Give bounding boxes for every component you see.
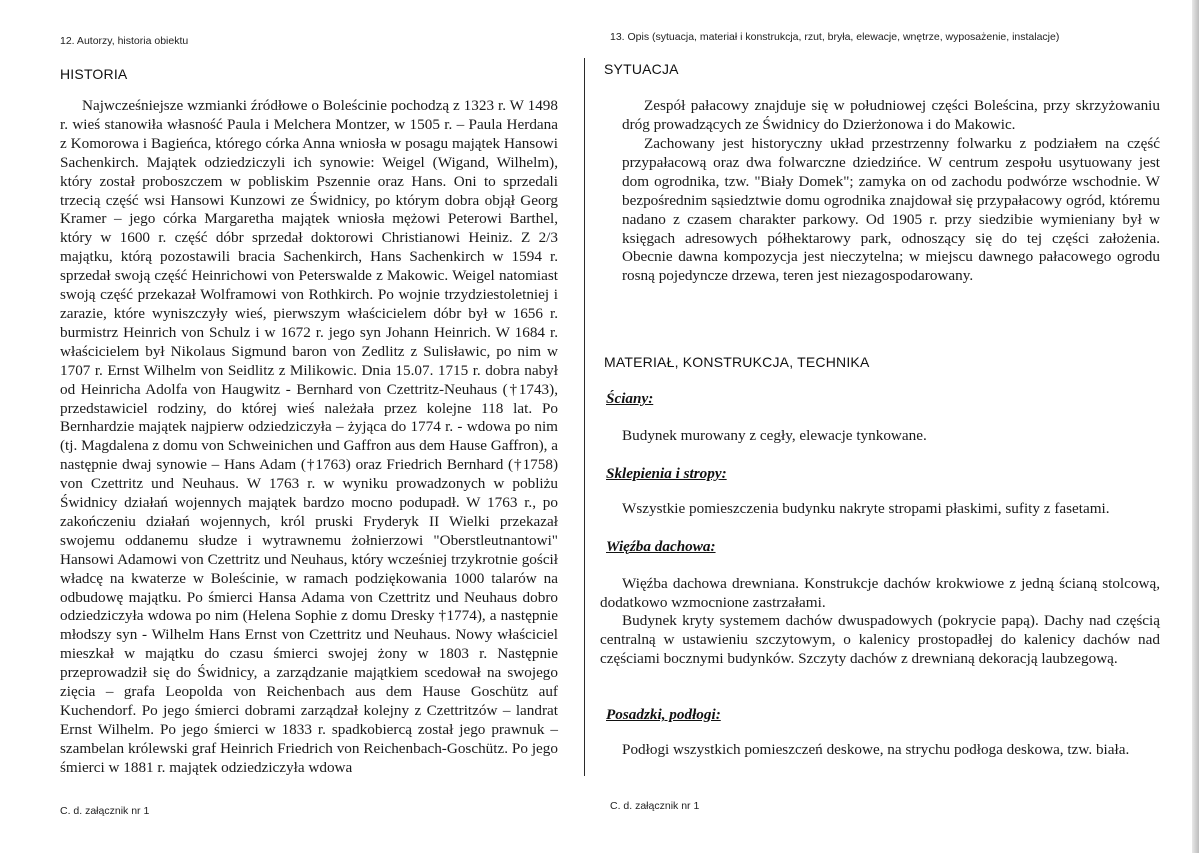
page-footer-right: C. d. załącznik nr 1 <box>610 800 700 812</box>
page-header-left: 12. Autorzy, historia obiektu <box>60 35 189 47</box>
page-footer-left: C. d. załącznik nr 1 <box>60 805 150 817</box>
subheading-sciany: Ściany: <box>606 390 654 407</box>
section-title-historia: HISTORIA <box>60 66 128 82</box>
subheading-wiezba: Więźba dachowa: <box>606 538 716 555</box>
subheading-posadzki: Posadzki, podłogi: <box>606 706 721 723</box>
sklepienia-text: Wszystkie pomieszczenia budynku nakryte stropami płaskimi, sufity z fasetami. <box>622 500 1110 517</box>
section-title-sytuacja: SYTUACJA <box>604 61 679 77</box>
historia-paragraph: Najwcześniejsze wzmianki źródłowe o Boleścinie pochodzą z 1323 r. W 1498 r. wieś stanowiła własność Paula i Melchera Montzer, w 1505 r. – Paula Herdana z Komorowa i Bagieńca, którego córka Anna wniosła w posagu majątek Hansowi Sachenkirch. Majątek odziedziczyli ich synowie: Weigel (Wigand, Wilhelm), który został proboszczem w pobliskim Pszennie oraz Hans. Oni to sprzedali trzecią część wsi Hansowi Kunzowi ze Świdnicy, po którym dobra objął Georg Kramer – jego córka Margaretha majątek wniosła mężowi Peterowi Barthel, który w 1600 r. część dóbr sprzedał doktorowi Christianowi Heiniz. Z 2/3 majątku, którą pozostawili bracia Sachenkirch, Hans Sachenkirch w 1594 r. sprzedał swoją część Heinrichowi von Peterswalde z Makowic. Weigel natomiast swoją część przekazał Wolframowi von Rothkirch. Po wojnie trzydziestoletniej i zarazie, które wyniszczyły wieś, pierwszym właścicielem dóbr był w 1656 r. burmistrz Heinrich von Schulz i w 1672 r. jego syn Johann Heinrich. W 1684 r. właścicielem był Nikolaus Sigmund baron von Zedlitz z Sulisławic, po nim w 1707 r. Ernst Wilhelm von Seidlitz z Milikowic. Dnia 15.07. 1715 r. dobra nabył od Heinricha Adolfa von Haugwitz - Bernhard von Czettritz-Neuhaus (†1743), przedstawiciel rodziny, do której wieś należała przez kolejne 118 lat. Po Bernhardzie majątek najpierw odziedziczyła – żyjąca do 1774 r. - wdowa po nim (tj. Magdalena z domu von Schweinichen und Gaffron aus dem Hause Gaffron), a następnie dwaj synowie – Hans Adam (†1763) oraz Friedrich Bernhard (†1758) von Czettritz und Neuhaus. W 1763 r. w wyniku prowadzonych w pobliżu Świdnicy działań wojennych majątek bardzo mocno podupadł. W 1763 r., po zakończeniu działań wojennych, król pruski Fryderyk II Wielki przekazał swojemu oddanemu słudze i wytrawnemu żołnierzowi "Oberstleutnantowi" Hansowi Adamowi von Czettritz und Neuhaus, który wcześniej trzykrotnie gościł władcę na kwaterze w Boleścinie, w ramach podziękowania 1000 talarów na odbudowę majątku. Po śmierci Hansa Adama von Czettritz und Neuhaus dobro odziedziczyła wdowa po nim (Helena Sophie z domu Dresky †1774), a następnie młodszy syn - Wilhelm Hans Ernst von Czettritz und Neuhaus. Nowy właściciel mieszkał w majątku do czasu śmierci swojej żony w 1803 r. Następnie przeprowadził się do Świdnicy, a zarządzanie majątkiem scedował na swojego zięcia – grafa Leopolda von Reichenbach aus dem Hause Goschütz auf Kuchendorf. Po jego śmierci dobrami zarządzał kolejny z Czettritzów – landrat Ernst Wilhelm. Po jego śmierci w 1833 r. spadkobiercą został jego prawnuk – szambelan królewski graf Heinrich Friedrich von Reichenbach-Goschütz. Po jego śmierci w 1881 r. majątek odziedziczyła wdowa <box>60 97 558 776</box>
sytuacja-paragraph-2: Zachowany jest historyczny układ przestrzenny folwarku z podziałem na część przypałacową oraz dwa folwarczne dziedzińce. W centrum zespołu usytuowany jest dom ogrodnika, tzw. "Biały Domek"; zamyka on od zachodu podwórze wschodnie. W bezpośrednim sąsiedztwie domu ogrodnika znajdował się przypałacowy ogród, któremu nadano z czasem charakter parkowy. Od 1905 r. przy siedzibie wymieniany był w księgach adresowych półhektarowy park, odnoszący się do tej części założenia. Obecnie dawna kompozycja jest nieczytelna; w miejscu dawnego pałacowego ogrodu rosną pojedyncze drzewa, teren jest niezagospodarowany. <box>622 135 1160 285</box>
right-page <box>596 0 1199 853</box>
wiezba-paragraph-1: Więźba dachowa drewniana. Konstrukcje dachów krokwiowe z jedną ścianą stolcową, dodatkowo wzmocnione zastrzałami. <box>600 575 1160 611</box>
left-page <box>0 0 596 853</box>
subheading-sklepienia: Sklepienia i stropy: <box>606 465 727 482</box>
posadzki-text: Podłogi wszystkich pomieszczeń deskowe, na strychu podłoga deskowa, tzw. biała. <box>622 741 1130 758</box>
section-title-material: MATERIAŁ, KONSTRUKCJA, TECHNIKA <box>604 354 870 370</box>
sytuacja-paragraph-1: Zespół pałacowy znajduje się w południowej części Boleścina, przy skrzyżowaniu dróg prowadzących ze Świdnicy do Dzierżonowa i do Makowic. <box>622 97 1160 133</box>
column-divider <box>584 58 585 776</box>
sciany-text: Budynek murowany z cegły, elewacje tynkowane. <box>622 427 927 444</box>
page-header-right: 13. Opis (sytuacja, materiał i konstrukcja, rzut, bryła, elewacje, wnętrze, wyposażenie, instalacje) <box>610 31 1060 43</box>
wiezba-paragraph-2: Budynek kryty systemem dachów dwuspadowych (pokrycie papą). Dachy nad częścią centralną w ustawieniu szczytowym, o kalenicy prostopadłej do kalenicy dachów nad częściami bocznymi budynków. Szczyty dachów z drewnianą dekoracją laubzegową. <box>600 612 1160 667</box>
scan-edge <box>1192 0 1199 853</box>
